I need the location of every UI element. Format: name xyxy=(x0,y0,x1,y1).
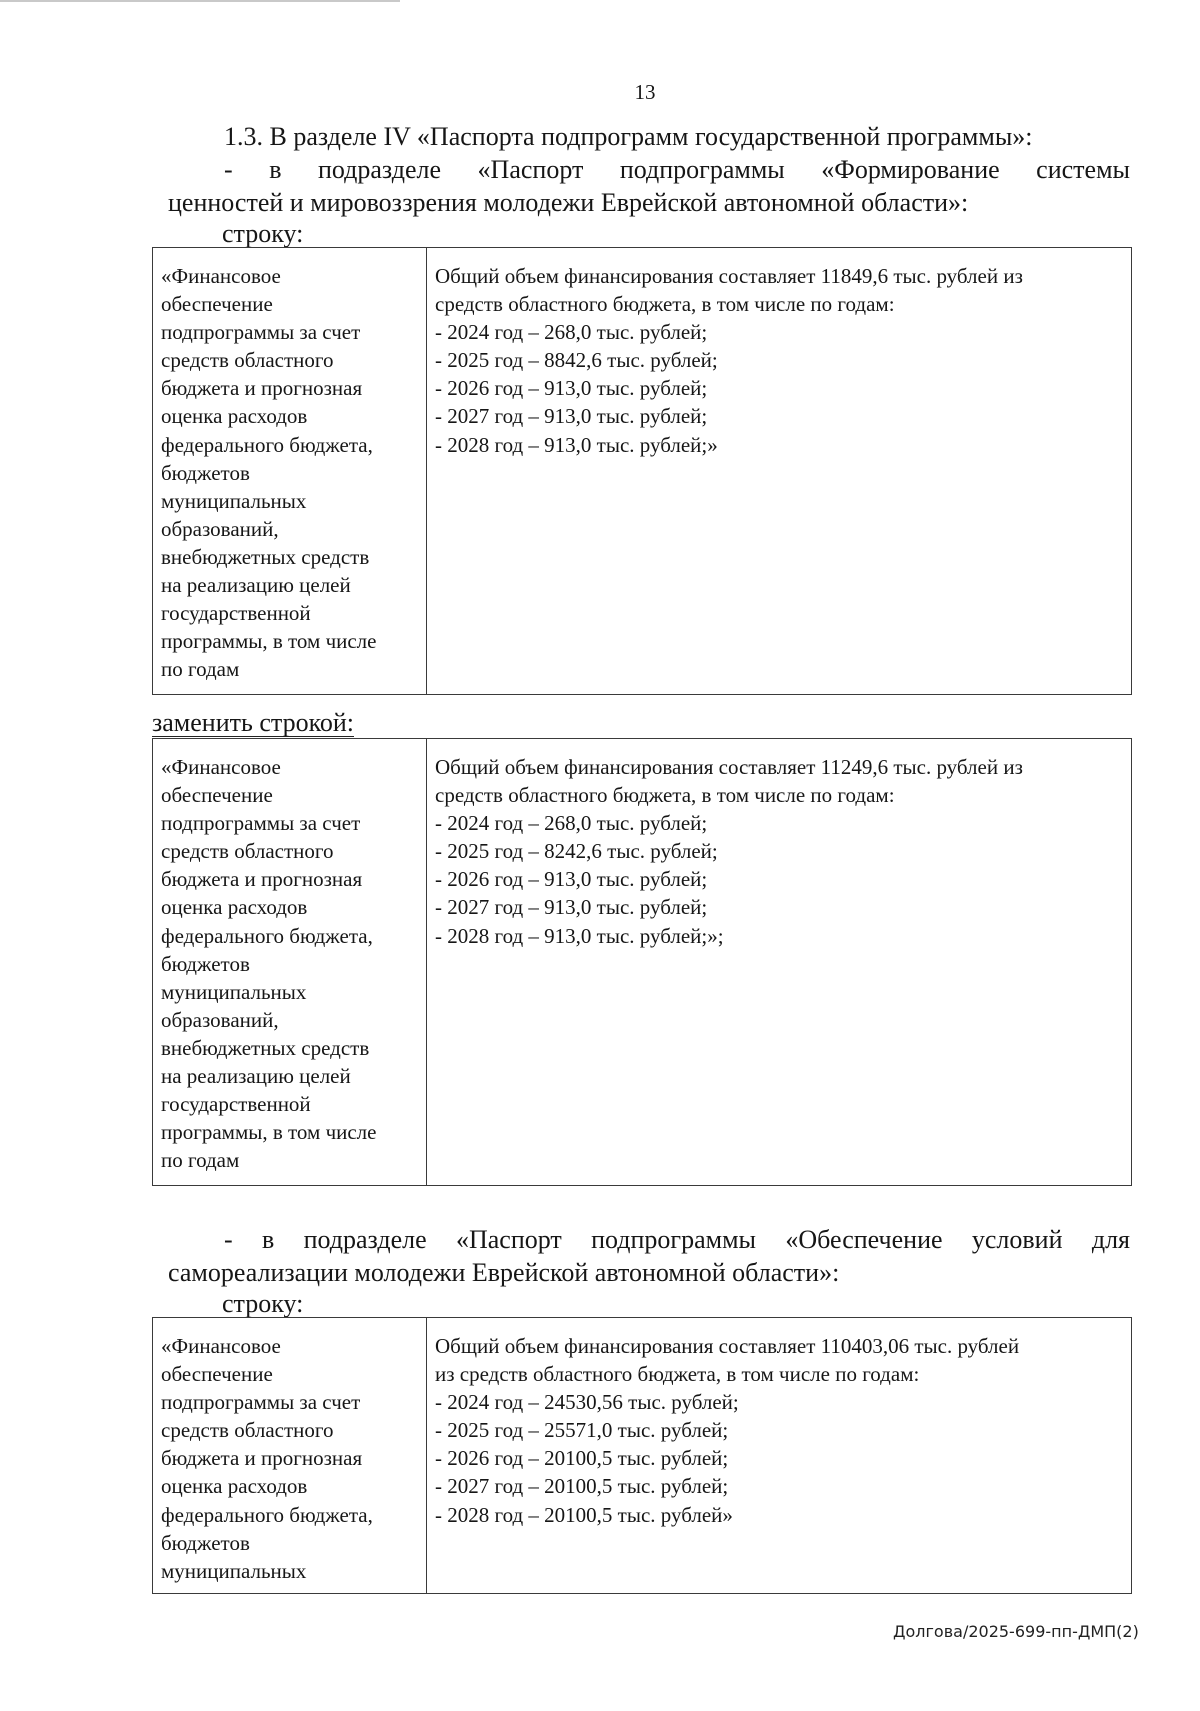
table-cell-line: внебюджетных средств xyxy=(161,1035,370,1060)
table-cell-line: средств областного xyxy=(161,348,334,373)
table-cell-line: по годам xyxy=(161,1148,240,1173)
table-section2-old xyxy=(152,1317,1132,1594)
table-cell-line: обеспечение xyxy=(161,292,273,317)
table-cell-line: «Финансовое xyxy=(161,755,281,779)
table-cell-line: бюджетов xyxy=(161,460,250,485)
table-section1-old-left-cell xyxy=(153,248,427,695)
page-number: 13 xyxy=(634,80,656,104)
section2-line2: самореализации молодежи Еврейской автономной области»: xyxy=(168,1258,840,1287)
table-cell-line: федерального бюджета, xyxy=(161,923,373,948)
table-cell-line: образований, xyxy=(161,516,279,541)
table-cell-line: программы, в том числе xyxy=(161,1120,377,1145)
table-cell-line: - 2027 год – 20100,5 тыс. рублей; xyxy=(435,1474,729,1499)
table-cell-line: Общий объем финансирования составляет 11249,6 тыс. рублей из xyxy=(435,755,1023,779)
table-cell-line: оценка расходов xyxy=(161,895,308,920)
table-cell-line: оценка расходов xyxy=(161,1474,308,1499)
table-cell-line: государственной xyxy=(161,601,311,626)
table-cell-line: - 2024 год – 268,0 тыс. рублей; xyxy=(435,320,708,345)
table-cell-line: образований, xyxy=(161,1007,279,1032)
table-cell-line: Общий объем финансирования составляет 11849,6 тыс. рублей из xyxy=(435,264,1023,288)
table-cell-line: средств областного xyxy=(161,839,334,864)
table-section1-new xyxy=(152,738,1132,1186)
table-cell-line: государственной xyxy=(161,1092,311,1117)
table-cell-line: программы, в том числе xyxy=(161,629,377,654)
table-cell-line: федерального бюджета, xyxy=(161,432,373,457)
table-cell-line: подпрограммы за счет xyxy=(161,811,361,836)
intro-line: 1.3. В разделе IV «Паспорта подпрограмм государственной программы»: xyxy=(224,122,1033,151)
table-cell-line: Общий объем финансирования составляет 110403,06 тыс. рублей xyxy=(435,1334,1020,1358)
table-section2-old-right-cell xyxy=(427,1318,1132,1594)
section1-label: строку: xyxy=(222,219,304,248)
table-cell-line: - 2026 год – 913,0 тыс. рублей; xyxy=(435,376,708,401)
table-cell-line: на реализацию целей xyxy=(161,573,351,598)
table-cell-line: средств областного xyxy=(161,1418,334,1443)
table-cell-line: средств областного бюджета, в том числе по годам: xyxy=(435,292,895,317)
table-cell-line: бюджета и прогнозная xyxy=(161,376,363,401)
table-cell-line: - 2028 год – 913,0 тыс. рублей;» xyxy=(435,432,718,457)
table-cell-line: бюджета и прогнозная xyxy=(161,1446,363,1471)
section1-replace-label: заменить строкой: xyxy=(152,708,355,737)
section2-label: строку: xyxy=(222,1289,304,1318)
table-cell-line: бюджетов xyxy=(161,1530,250,1555)
table-cell-line: бюджета и прогнозная xyxy=(161,867,363,892)
table-cell-line: - 2028 год – 913,0 тыс. рублей;»; xyxy=(435,923,724,948)
table-cell-line: - 2026 год – 913,0 тыс. рублей; xyxy=(435,867,708,892)
table-cell-line: - 2027 год – 913,0 тыс. рублей; xyxy=(435,895,708,920)
scan-edge-line xyxy=(0,0,400,2)
table-cell-line: обеспечение xyxy=(161,1362,273,1387)
table-section2-old-left-cell xyxy=(153,1318,427,1594)
table-cell-line: - 2025 год – 25571,0 тыс. рублей; xyxy=(435,1418,729,1443)
table-cell-line: - 2028 год – 20100,5 тыс. рублей» xyxy=(435,1502,733,1527)
table-cell-line: федерального бюджета, xyxy=(161,1502,373,1527)
table-cell-line: «Финансовое xyxy=(161,1334,281,1358)
table-cell-line: - 2025 год – 8842,6 тыс. рублей; xyxy=(435,348,718,373)
section1-line1: - в подразделе «Паспорт подпрограммы «Формирование системы xyxy=(224,155,1130,184)
table-cell-line: подпрограммы за счет xyxy=(161,320,361,345)
section1-line2: ценностей и мировоззрения молодежи Еврейской автономной области»: xyxy=(168,188,969,217)
table-cell-line: по годам xyxy=(161,657,240,682)
table-cell-line: муниципальных xyxy=(161,979,307,1004)
table-cell-line: оценка расходов xyxy=(161,404,308,429)
table-cell-line: муниципальных xyxy=(161,488,307,513)
document-footer-code: Долгова/2025-699-пп-ДМП(2) xyxy=(893,1622,1139,1641)
table-cell-line: средств областного бюджета, в том числе по годам: xyxy=(435,783,895,808)
table-section1-new-right-cell xyxy=(427,739,1132,1186)
table-cell-line: обеспечение xyxy=(161,783,273,808)
table-cell-line: - 2025 год – 8242,6 тыс. рублей; xyxy=(435,839,718,864)
table-section1-new-left-cell xyxy=(153,739,427,1186)
table-cell-line: из средств областного бюджета, в том числе по годам: xyxy=(435,1362,920,1387)
table-cell-line: - 2024 год – 24530,56 тыс. рублей; xyxy=(435,1390,739,1415)
table-cell-line: бюджетов xyxy=(161,951,250,976)
table-cell-line: - 2024 год – 268,0 тыс. рублей; xyxy=(435,811,708,836)
table-cell-line: муниципальных xyxy=(161,1558,307,1583)
table-cell-line: подпрограммы за счет xyxy=(161,1390,361,1415)
table-cell-line: на реализацию целей xyxy=(161,1064,351,1089)
table-cell-line: «Финансовое xyxy=(161,264,281,288)
table-section1-old-right-cell xyxy=(427,248,1132,695)
table-cell-line: - 2026 год – 20100,5 тыс. рублей; xyxy=(435,1446,729,1471)
table-cell-line: - 2027 год – 913,0 тыс. рублей; xyxy=(435,404,708,429)
table-cell-line: внебюджетных средств xyxy=(161,544,370,569)
section2-line1: - в подразделе «Паспорт подпрограммы «Обеспечение условий для xyxy=(224,1225,1130,1254)
table-section1-old xyxy=(152,247,1132,695)
